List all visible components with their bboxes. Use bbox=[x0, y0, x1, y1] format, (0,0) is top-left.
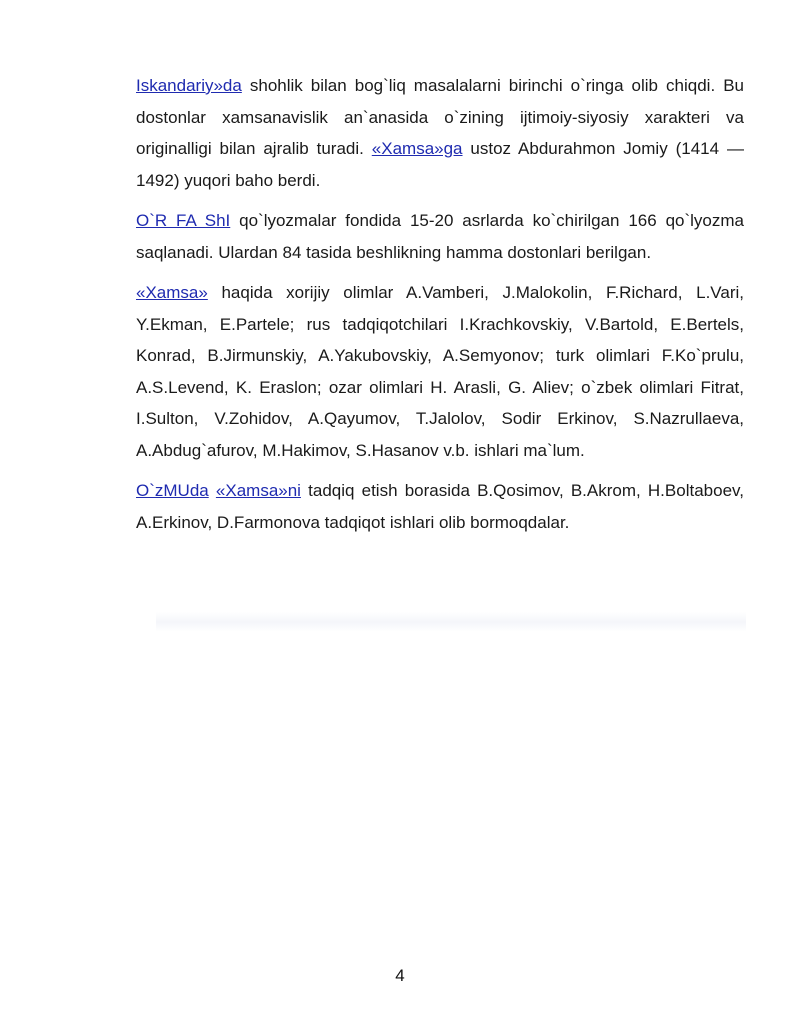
paragraph-3 bbox=[136, 277, 744, 466]
paragraph-4-text: tadqiq etish borasida B.Qosimov, B.Akrom, H.Boltaboev, A.Erkinov, D.Farmonova tadqiqot ishlari olib bormoqdalar. bbox=[136, 481, 744, 532]
page-number: 4 bbox=[395, 966, 405, 985]
xamsa-link[interactable]: «Xamsa» bbox=[136, 283, 208, 302]
paragraph-2-text: qo`lyozmalar fondida 15-20 asrlarda ko`chirilgan 166 qo`lyozma saqlanadi. Ulardan 84 tasida beshlikning hamma dostonlari berilgan. bbox=[136, 211, 744, 262]
paragraph-1-text: shohlik bilan bog`liq masalalarni birinchi o`ringa olib chiqdi. Bu dostonlar xamsanavislik an`anasida o`zining ijtimoiy-siyosiy xarakteri va originalligi bilan ajralib turadi. bbox=[136, 76, 744, 158]
paragraph-1-text-end: ustoz Abdurahmon Jomiy (1414 —1492) yuqori baho berdi. bbox=[136, 139, 744, 190]
document-body bbox=[136, 70, 744, 547]
paragraph-4-space bbox=[209, 481, 216, 500]
paragraph-3-text: haqida xorijiy olimlar A.Vamberi, J.Malokolin, F.Richard, L.Vari, Y.Ekman, E.Partele; rus tadqiqotchilari I.Krachkovskiy, V.Bartold, E.Bertels, Konrad, B.Jirmunskiy, A.Yakubovskiy, A.Semyonov; turk olimlari F.Ko`prulu, A.S.Levend, K. Eraslon; ozar olimlari H. Arasli, G. Aliev; o`zbek olimlari Fitrat, I.Sulton, V.Zohidov, A.Qayumov, T.Jalolov, Sodir Erkinov, S.Nazrullaeva, A.Abdug`afurov, M.Hakimov, S.Hasanov v.b. ishlari ma`lum. bbox=[136, 283, 744, 460]
ozmuda-link[interactable]: O`zMUda bbox=[136, 481, 209, 500]
or-fa-shi-link[interactable]: O`R FA ShI bbox=[136, 211, 231, 230]
paragraph-1 bbox=[136, 70, 744, 196]
paragraph-4 bbox=[136, 475, 744, 538]
paragraph-2 bbox=[136, 205, 744, 268]
iskandariy-link[interactable]: Iskandariy»da bbox=[136, 76, 242, 95]
xamsaga-link[interactable]: «Xamsa»ga bbox=[371, 139, 463, 158]
xamsani-link[interactable]: «Xamsa»ni bbox=[215, 481, 301, 500]
faint-scan-band bbox=[156, 612, 746, 632]
